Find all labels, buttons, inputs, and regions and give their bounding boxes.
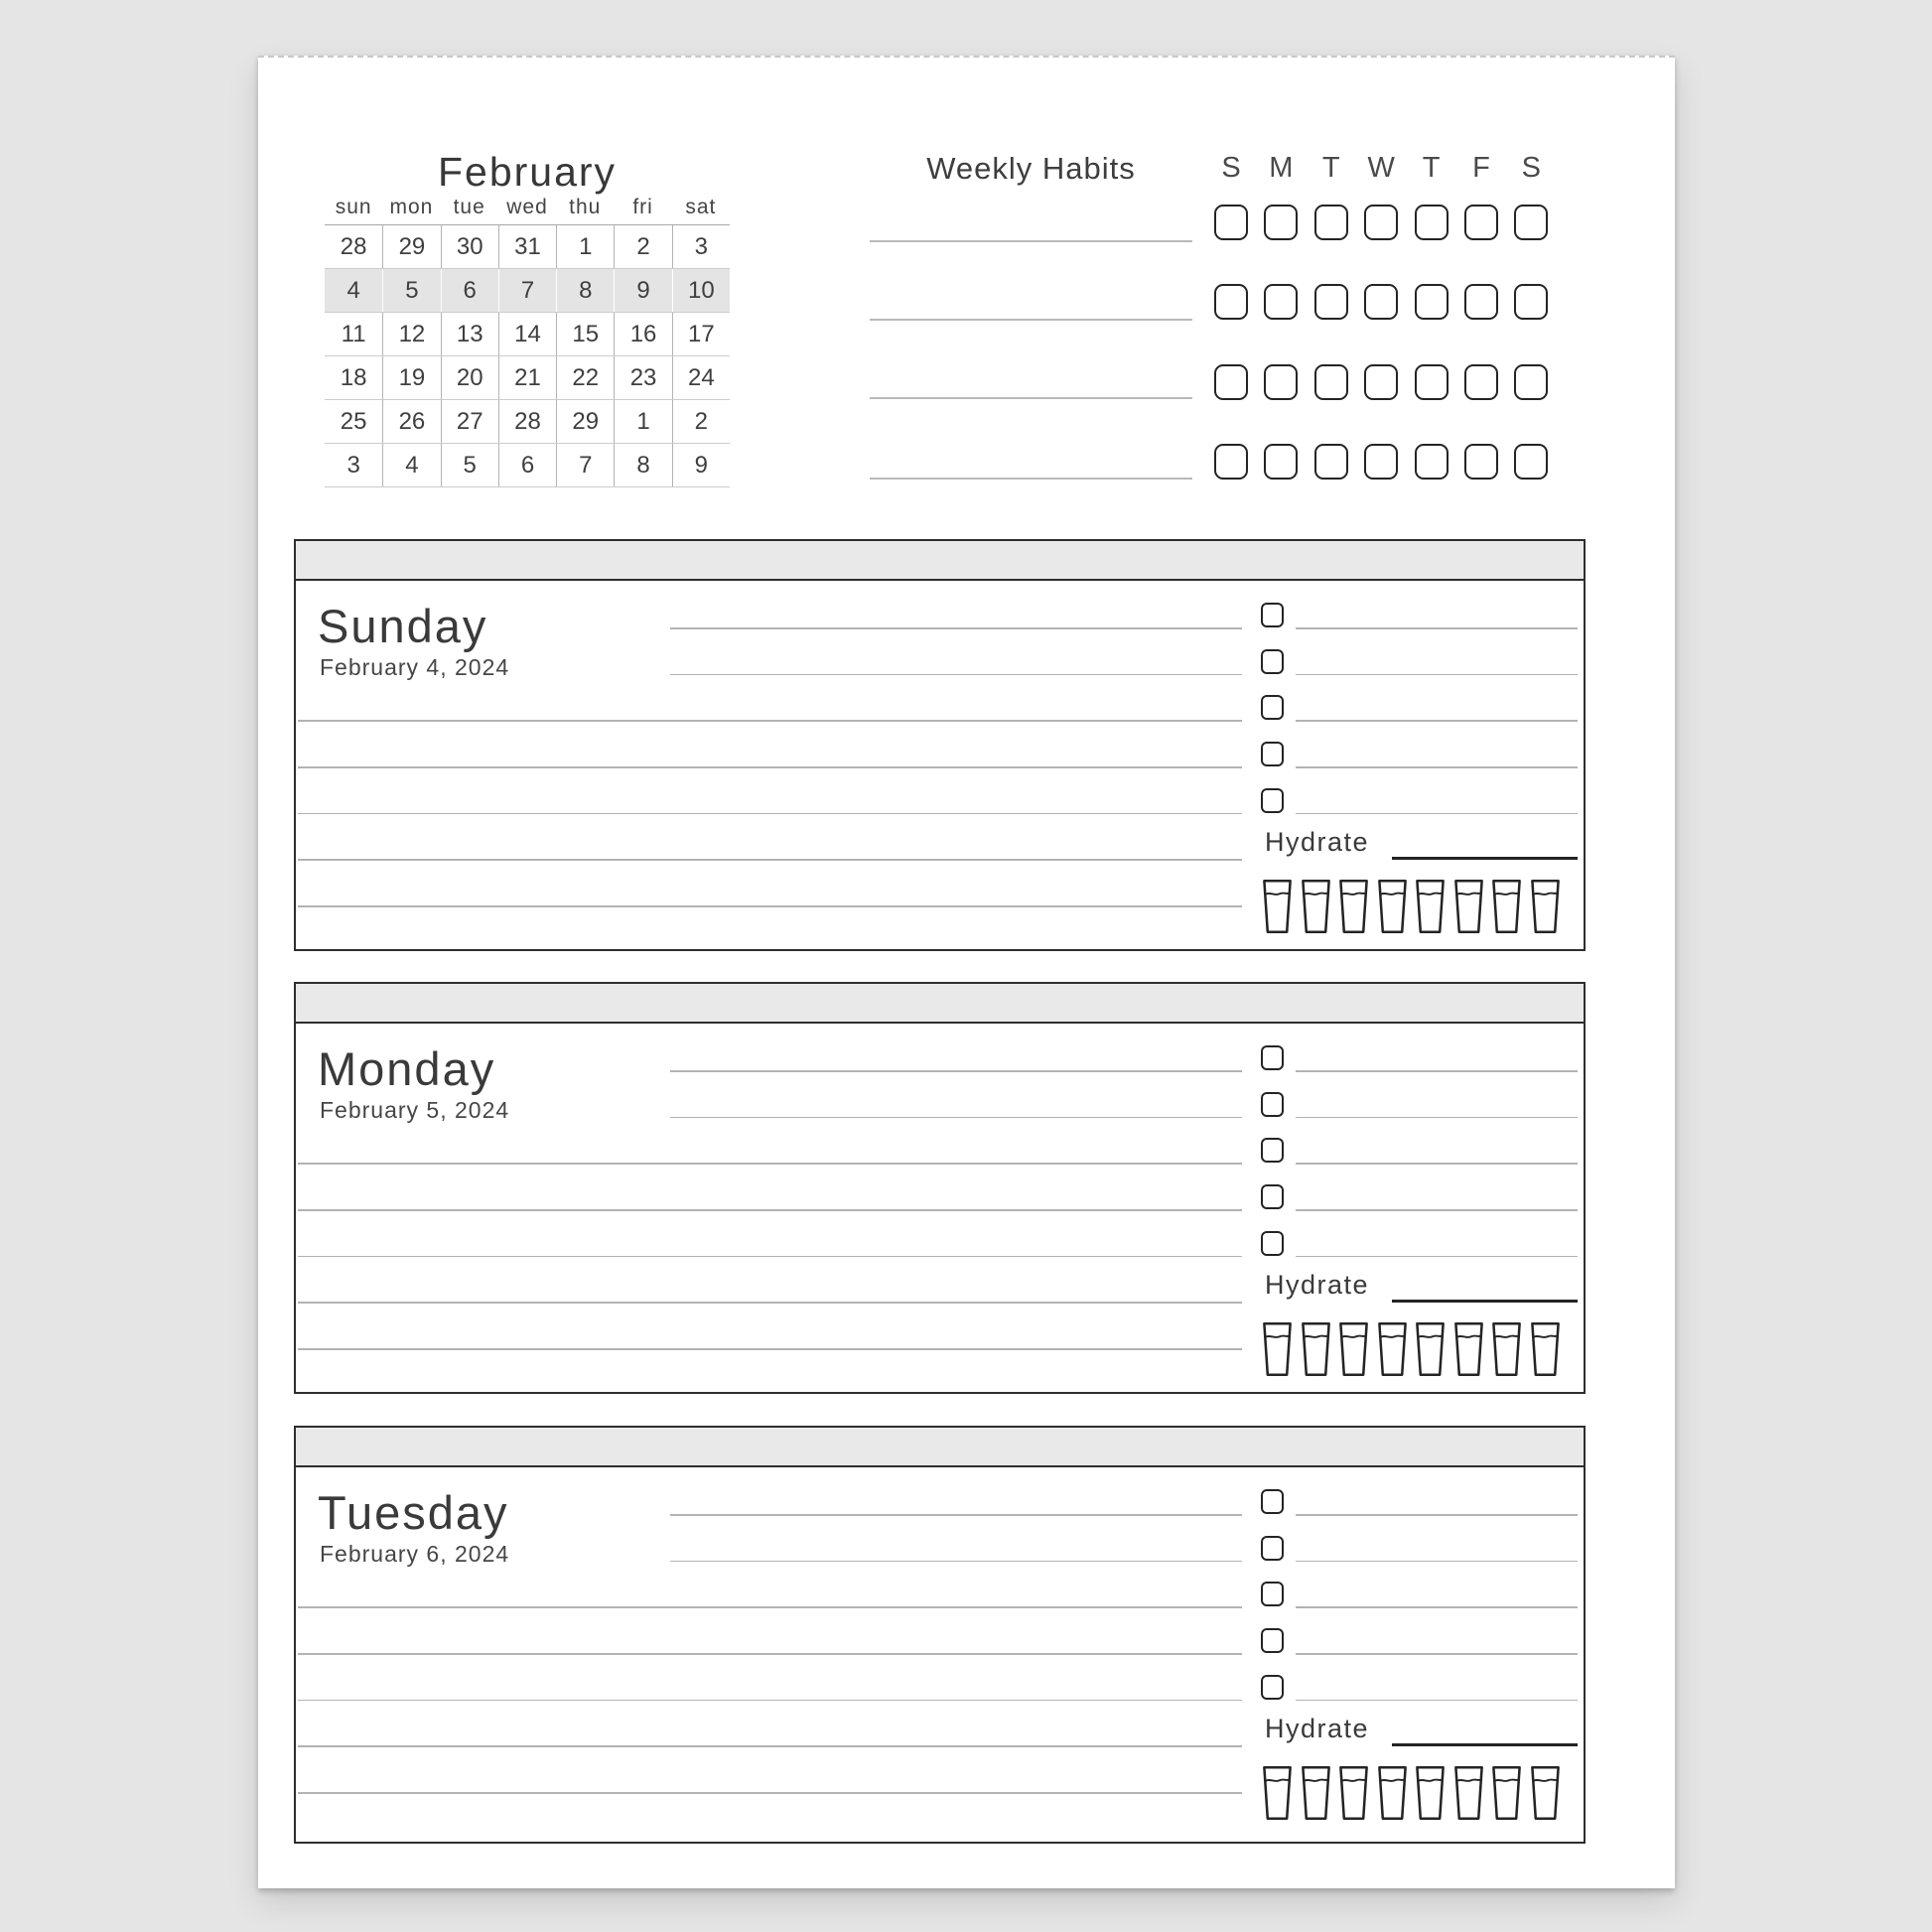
task-checkbox[interactable] (1261, 649, 1284, 674)
note-line (298, 1606, 1242, 1608)
note-line (298, 1745, 1242, 1747)
water-glass-icon[interactable] (1452, 1320, 1485, 1378)
hydrate-underline (1392, 1300, 1578, 1303)
water-glass-icon[interactable] (1376, 1764, 1409, 1822)
calendar-week-row (325, 356, 730, 400)
habit-checkbox[interactable] (1464, 205, 1498, 240)
water-glass-icon[interactable] (1300, 1320, 1332, 1378)
task-line (1296, 1209, 1578, 1211)
task-checkbox[interactable] (1261, 1628, 1284, 1653)
calendar-day-header-row (325, 193, 730, 222)
water-glass-row (1261, 878, 1562, 935)
planner-page (258, 56, 1675, 1888)
water-glass-icon[interactable] (1337, 1764, 1370, 1822)
habit-checkbox[interactable] (1314, 444, 1348, 480)
calendar-date-cell[interactable]: 2 (614, 225, 671, 268)
task-checkbox[interactable] (1261, 742, 1284, 766)
calendar-date-cell[interactable]: 1 (556, 225, 614, 268)
note-line (670, 1117, 1242, 1119)
water-glass-icon[interactable] (1337, 878, 1370, 935)
note-line (298, 813, 1242, 815)
calendar-date-cell[interactable]: 18 (340, 363, 367, 391)
calendar-day-header: thu (569, 196, 602, 218)
habit-day-letter: T (1321, 152, 1340, 184)
note-line (298, 1256, 1242, 1258)
water-glass-icon[interactable] (1261, 1764, 1294, 1822)
hydrate-label: Hydrate (1265, 1714, 1370, 1743)
habit-checkbox[interactable] (1214, 444, 1248, 480)
habit-checkbox[interactable] (1364, 444, 1398, 480)
day-section (294, 539, 1586, 951)
calendar-grid (325, 224, 730, 487)
calendar-date-cell[interactable]: 2 (672, 400, 730, 443)
calendar-current-week-row (325, 269, 730, 313)
task-line (1296, 1163, 1578, 1165)
water-glass-icon[interactable] (1529, 1764, 1562, 1822)
task-line (1296, 720, 1578, 722)
calendar-date-cell[interactable]: 10 (672, 269, 730, 312)
task-checkbox[interactable] (1261, 1045, 1284, 1070)
habit-name-line (870, 397, 1192, 399)
habit-checkbox[interactable] (1364, 205, 1398, 240)
calendar-week-row (325, 225, 730, 269)
calendar-date-cell[interactable]: 21 (498, 356, 556, 399)
calendar-date-cell[interactable]: 9 (614, 269, 671, 312)
calendar-date-cell[interactable]: 11 (341, 320, 366, 347)
water-glass-icon[interactable] (1300, 878, 1332, 935)
calendar-date-cell[interactable]: 7 (556, 444, 614, 486)
habit-checkbox[interactable] (1415, 205, 1449, 240)
calendar-day-header: wed (506, 196, 548, 218)
calendar-date-cell[interactable]: 14 (498, 313, 556, 355)
water-glass-icon[interactable] (1261, 878, 1294, 935)
calendar-date-cell[interactable]: 16 (614, 313, 671, 355)
water-glass-icon[interactable] (1490, 1320, 1523, 1378)
habit-checkbox[interactable] (1214, 205, 1248, 240)
habit-checkbox[interactable] (1415, 444, 1449, 480)
water-glass-icon[interactable] (1376, 1320, 1409, 1378)
calendar-date-cell[interactable]: 28 (498, 400, 556, 443)
water-glass-row (1261, 1320, 1562, 1378)
calendar-day-header: fri (632, 196, 653, 218)
note-line (670, 627, 1242, 629)
water-glass-icon[interactable] (1414, 878, 1447, 935)
habit-checkbox[interactable] (1514, 364, 1548, 400)
note-line (670, 674, 1242, 676)
task-checkbox[interactable] (1261, 788, 1284, 813)
water-glass-icon[interactable] (1490, 878, 1523, 935)
task-line (1296, 766, 1578, 768)
day-date: February 5, 2024 (320, 1097, 510, 1123)
habit-checkbox[interactable] (1364, 364, 1398, 400)
note-line (298, 1792, 1242, 1794)
calendar-date-cell[interactable]: 1 (614, 400, 671, 443)
calendar-date-cell[interactable]: 8 (614, 444, 671, 486)
habit-name-line (870, 240, 1192, 242)
habit-checkbox[interactable] (1264, 205, 1298, 240)
hydrate-label: Hydrate (1265, 827, 1370, 857)
day-section (294, 1426, 1586, 1844)
calendar-week-row (325, 444, 730, 487)
habit-checkbox[interactable] (1214, 364, 1248, 400)
water-glass-icon[interactable] (1376, 878, 1409, 935)
calendar-date-cell[interactable]: 30 (441, 225, 498, 268)
page-perforation-edge (258, 56, 1675, 58)
calendar-date-cell[interactable]: 3 (672, 225, 730, 268)
calendar-date-cell[interactable]: 17 (672, 313, 730, 355)
note-line (670, 1070, 1242, 1072)
calendar-date-cell[interactable]: 5 (441, 444, 498, 486)
habit-day-letter: S (1521, 152, 1542, 184)
calendar-date-cell[interactable]: 19 (382, 356, 440, 399)
calendar-date-cell[interactable]: 29 (382, 225, 440, 268)
task-checkbox[interactable] (1261, 695, 1284, 720)
water-glass-icon[interactable] (1414, 1320, 1447, 1378)
calendar-date-cell[interactable]: 29 (556, 400, 614, 443)
day-section-header-strip (296, 541, 1584, 581)
note-line (298, 1302, 1242, 1304)
habit-day-letter: T (1422, 152, 1441, 184)
habit-day-letter: S (1221, 152, 1241, 184)
calendar-date-cell[interactable]: 22 (556, 356, 614, 399)
day-title: Tuesday (318, 1486, 509, 1539)
habit-checkbox[interactable] (1264, 444, 1298, 480)
habit-checkbox[interactable] (1415, 284, 1449, 320)
water-glass-row (1261, 1764, 1562, 1822)
note-line (298, 1163, 1242, 1165)
task-line (1296, 1700, 1578, 1702)
task-line (1296, 813, 1578, 815)
water-glass-icon[interactable] (1261, 1320, 1294, 1378)
calendar-day-header: tue (453, 196, 485, 218)
note-line (298, 1700, 1242, 1702)
task-line (1296, 1561, 1578, 1563)
habit-checkbox[interactable] (1514, 205, 1548, 240)
calendar-date-cell[interactable]: 26 (382, 400, 440, 443)
habit-checkbox[interactable] (1214, 284, 1248, 320)
task-line (1296, 1606, 1578, 1608)
note-line (670, 1561, 1242, 1563)
note-line (298, 1348, 1242, 1350)
calendar-date-cell[interactable]: 13 (441, 313, 498, 355)
habit-day-letter: W (1367, 152, 1395, 184)
calendar-date-cell[interactable]: 15 (556, 313, 614, 355)
task-checkbox[interactable] (1261, 1184, 1284, 1209)
water-glass-icon[interactable] (1414, 1764, 1447, 1822)
task-checkbox[interactable] (1261, 1489, 1284, 1514)
water-glass-icon[interactable] (1490, 1764, 1523, 1822)
task-line (1296, 1653, 1578, 1655)
day-section-header-strip (296, 984, 1584, 1024)
calendar-date-cell[interactable]: 4 (325, 269, 382, 312)
calendar-week-row (325, 400, 730, 444)
calendar-day-header: sun (335, 196, 372, 218)
calendar-date-cell[interactable]: 8 (556, 269, 614, 312)
day-date: February 6, 2024 (320, 1541, 510, 1567)
calendar-date-cell[interactable]: 31 (498, 225, 556, 268)
water-glass-icon[interactable] (1529, 1320, 1562, 1378)
day-section (294, 982, 1586, 1394)
habit-name-line (870, 478, 1192, 480)
task-line (1296, 627, 1578, 629)
hydrate-label: Hydrate (1265, 1270, 1370, 1300)
calendar-date-cell[interactable]: 12 (382, 313, 440, 355)
calendar-day-header: sat (685, 196, 717, 218)
habit-checkbox[interactable] (1464, 364, 1498, 400)
task-line (1296, 1117, 1578, 1119)
task-checkbox[interactable] (1261, 1138, 1284, 1163)
habit-checkbox[interactable] (1314, 364, 1348, 400)
day-title: Monday (318, 1042, 496, 1095)
task-checkbox[interactable] (1261, 1582, 1284, 1606)
calendar-date-cell[interactable]: 7 (498, 269, 556, 312)
task-checkbox[interactable] (1261, 1675, 1284, 1700)
day-section-header-strip (296, 1428, 1584, 1467)
habit-checkbox[interactable] (1464, 444, 1498, 480)
note-line (298, 1653, 1242, 1655)
habit-checkbox[interactable] (1514, 284, 1548, 320)
task-checkbox[interactable] (1261, 1092, 1284, 1117)
note-line (298, 766, 1242, 768)
calendar-date-cell[interactable]: 25 (340, 407, 367, 435)
habit-checkbox[interactable] (1464, 284, 1498, 320)
task-checkbox[interactable] (1261, 1231, 1284, 1256)
calendar-week-row (325, 313, 730, 356)
habit-checkbox[interactable] (1314, 284, 1348, 320)
habit-day-letter: F (1472, 152, 1490, 184)
task-line (1296, 1070, 1578, 1072)
calendar-date-cell[interactable]: 28 (340, 232, 367, 260)
calendar-date-cell[interactable]: 27 (441, 400, 498, 443)
habit-checkbox-grid (1214, 205, 1565, 523)
habit-checkbox[interactable] (1514, 444, 1548, 480)
note-line (670, 1514, 1242, 1516)
task-checkbox[interactable] (1261, 1536, 1284, 1561)
water-glass-icon[interactable] (1452, 1764, 1485, 1822)
weekly-habits-title: Weekly Habits (926, 151, 1136, 186)
habit-checkbox[interactable] (1364, 284, 1398, 320)
water-glass-icon[interactable] (1337, 1320, 1370, 1378)
calendar-date-cell[interactable]: 9 (672, 444, 730, 486)
water-glass-icon[interactable] (1300, 1764, 1332, 1822)
task-checkbox[interactable] (1261, 603, 1284, 627)
mini-calendar-month-title: February (437, 149, 618, 195)
task-line (1296, 1514, 1578, 1516)
hydrate-underline (1392, 1743, 1578, 1746)
water-glass-icon[interactable] (1529, 878, 1562, 935)
calendar-date-cell[interactable]: 6 (498, 444, 556, 486)
calendar-date-cell[interactable]: 23 (614, 356, 671, 399)
habit-name-line (870, 319, 1192, 321)
calendar-date-cell[interactable]: 20 (441, 356, 498, 399)
note-line (298, 1209, 1242, 1211)
calendar-date-cell[interactable]: 5 (382, 269, 440, 312)
calendar-date-cell[interactable]: 6 (441, 269, 498, 312)
note-line (298, 720, 1242, 722)
task-line (1296, 674, 1578, 676)
day-date: February 4, 2024 (320, 654, 510, 680)
habit-day-letters-row (1214, 152, 1565, 185)
habit-checkbox[interactable] (1264, 284, 1298, 320)
hydrate-underline (1392, 857, 1578, 860)
calendar-date-cell[interactable]: 4 (382, 444, 440, 486)
calendar-date-cell[interactable]: 3 (346, 451, 360, 479)
habit-checkbox[interactable] (1415, 364, 1449, 400)
water-glass-icon[interactable] (1452, 878, 1485, 935)
habit-day-letter: M (1269, 152, 1294, 184)
day-title: Sunday (318, 600, 488, 652)
habit-checkbox[interactable] (1314, 205, 1348, 240)
habit-checkbox[interactable] (1264, 364, 1298, 400)
note-line (298, 905, 1242, 907)
calendar-day-header: mon (389, 196, 434, 218)
calendar-date-cell[interactable]: 24 (672, 356, 730, 399)
note-line (298, 859, 1242, 861)
task-line (1296, 1256, 1578, 1258)
